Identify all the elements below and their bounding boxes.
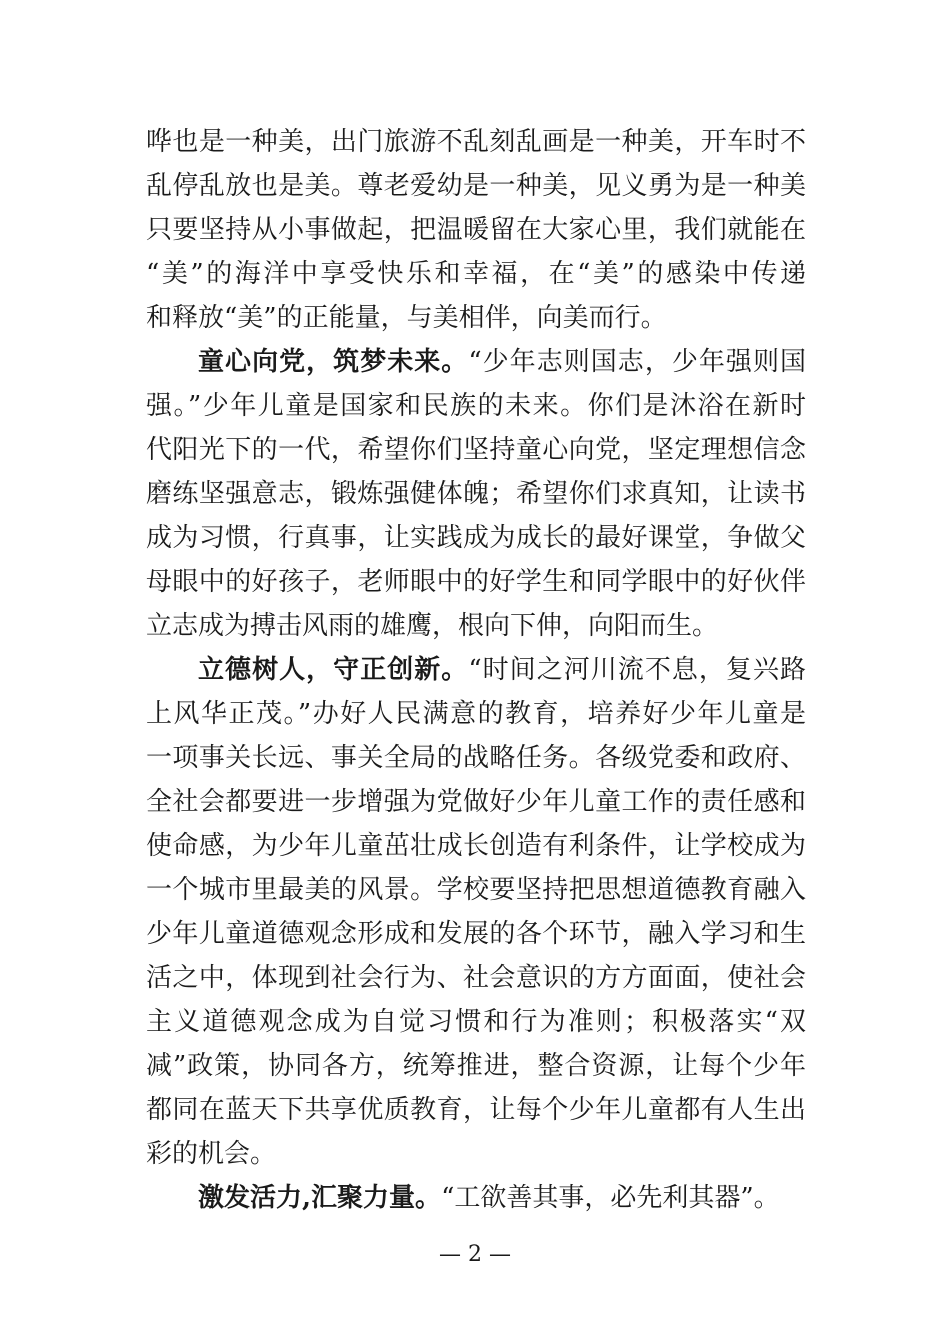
section-text: “时间之河川流不息，复兴路 bbox=[468, 655, 806, 685]
paragraph-line: 都同在蓝天下共享优质教育，让每个少年儿童都有人生出 bbox=[146, 1095, 806, 1125]
paragraph-line: 主义道德观念成为自觉习惯和行为准则；积极落实“双 bbox=[146, 1007, 806, 1037]
paragraph-line: 上风华正茂。”办好人民满意的教育，培养好少年儿童是 bbox=[146, 699, 806, 729]
section-first-line bbox=[198, 340, 806, 384]
paragraph-line: 哗也是一种美，出门旅游不乱刻乱画是一种美，开车时不 bbox=[146, 127, 806, 157]
section-first-line bbox=[198, 648, 806, 692]
paragraph-line: 彩的机会。 bbox=[146, 1139, 277, 1169]
section-heading: 激发活力,汇聚力量。 bbox=[198, 1183, 442, 1213]
paragraph-line: 少年儿童道德观念形成和发展的各个环节，融入学习和生 bbox=[146, 919, 806, 949]
section-text: “少年志则国志，少年强则国 bbox=[468, 347, 806, 377]
section-heading: 立德树人，守正创新。 bbox=[198, 655, 469, 685]
paragraph-line: 活之中，体现到社会行为、社会意识的方方面面，使社会 bbox=[146, 963, 806, 993]
paragraph-line: 立志成为搏击风雨的雄鹰，根向下伸，向阳而生。 bbox=[146, 611, 719, 641]
paragraph-line: 减”政策，协同各方，统筹推进，整合资源，让每个少年 bbox=[146, 1051, 806, 1081]
section-first-line bbox=[198, 1176, 806, 1220]
paragraph-line: 使命感，为少年儿童茁壮成长创造有利条件，让学校成为 bbox=[146, 831, 806, 861]
paragraph-line: 强。”少年儿童是国家和民族的未来。你们是沐浴在新时 bbox=[146, 391, 806, 421]
paragraph-line: 磨练坚强意志，锻炼强健体魄；希望你们求真知，让读书 bbox=[146, 479, 806, 509]
paragraph-line: “美”的海洋中享受快乐和幸福，在“美”的感染中传递 bbox=[146, 259, 806, 289]
section-heading: 童心向党，筑梦未来。 bbox=[198, 347, 469, 377]
paragraph-line: 母眼中的好孩子，老师眼中的好学生和同学眼中的好伙伴 bbox=[146, 567, 806, 597]
paragraph-line: 成为习惯，行真事，让实践成为成长的最好课堂，争做父 bbox=[146, 523, 806, 553]
paragraph-line: 乱停乱放也是美。尊老爱幼是一种美，见义勇为是一种美 bbox=[146, 171, 806, 201]
paragraph-line: 代阳光下的一代，希望你们坚持童心向党，坚定理想信念 bbox=[146, 435, 806, 465]
page-number: — 2 — bbox=[439, 1242, 511, 1267]
paragraph-line: 一个城市里最美的风景。学校要坚持把思想道德教育融入 bbox=[146, 875, 806, 905]
section-text: “工欲善其事，必先利其器”。 bbox=[441, 1183, 780, 1213]
paragraph-line: 只要坚持从小事做起，把温暖留在大家心里，我们就能在 bbox=[146, 215, 806, 245]
paragraph-line: 一项事关长远、事关全局的战略任务。各级党委和政府、 bbox=[146, 743, 806, 773]
paragraph-line: 全社会都要进一步增强为党做好少年儿童工作的责任感和 bbox=[146, 787, 806, 817]
paragraph-line: 和释放“美”的正能量，与美相伴，向美而行。 bbox=[146, 303, 667, 333]
